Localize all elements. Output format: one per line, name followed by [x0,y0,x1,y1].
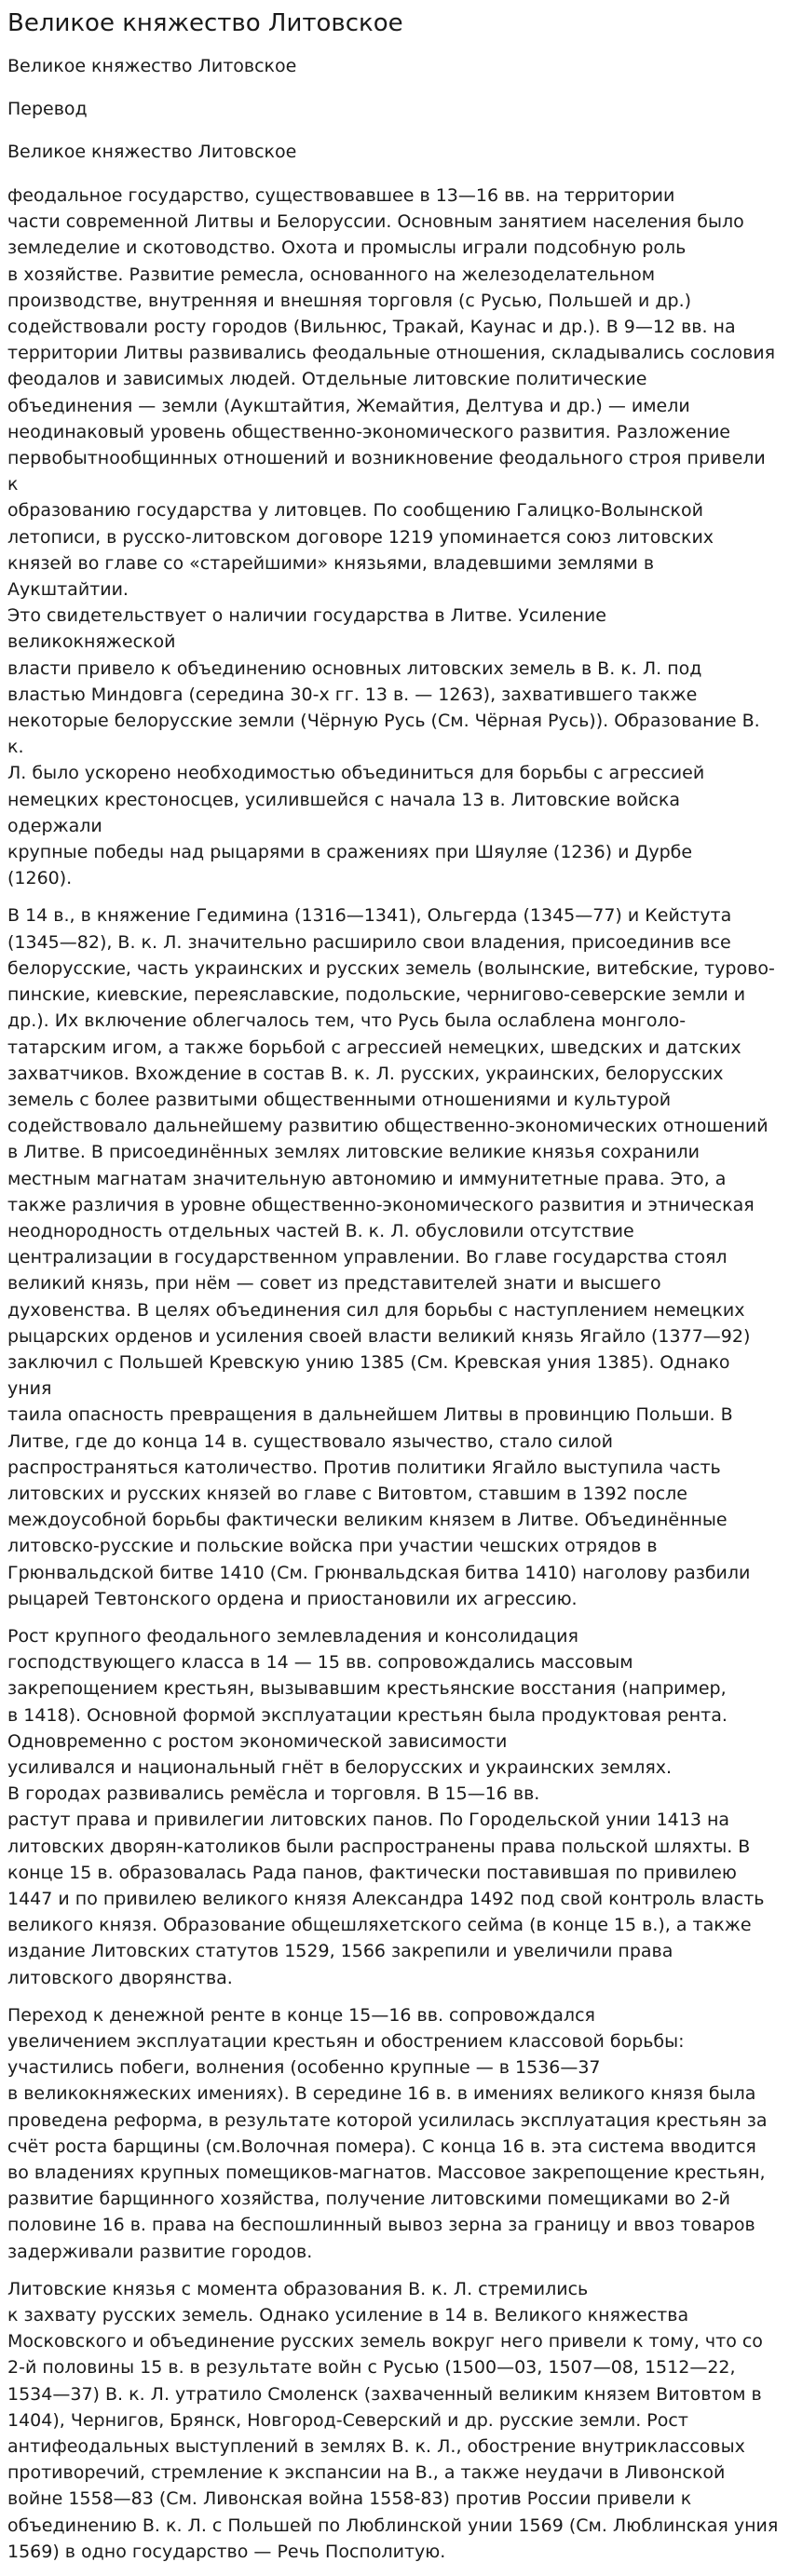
article-paragraph: феодальное государство, существовавшее в 13—16 вв. на территории части современной Литвы и Белоруссии. Основным занятием населения было земледелие и скотоводство. Охота и промыслы играли подсобную роль в хозяйстве. Развитие ремесла, основанного на железоделательном производстве, внутренняя и внешняя торговля (с Русью, Польшей и др.) содействовали росту городов (Вильнюс, Тракай, Каунас и др.). В 9—12 вв. на территории Литвы развивались феодальные отношения, складывались сословия феодалов и зависимых людей. Отдельные литовские политические объединения — земли (Аукштайтия, Жемайтия, Делтува и др.) — имели неодинаковый уровень общественно-экономического развития. Разложение первобытнообщинных отношений и возникновение феодального строя привели к образованию государства у литовцев. По сообщению Галицко-Волынской летописи, в русско-литовском договоре 1219 упоминается союз литовских князей во главе со «старейшими» князьями, владевшими землями в Аукштайтии. Это свидетельствует о наличии государства в Литве. Усиление великокняжеской власти привело к объединению основных литовских земель в В. к. Л. под властью Миндовга (середина 30-х гг. 13 в. — 1263), захватившего также некоторые белорусские земли (Чёрную Русь (См. Чёрная Русь)). Образование В. к. Л. было ускорено необходимостью объединиться для борьбы с агрессией немецких крестоносцев, усилившейся с начала 13 в. Литовские войска одержали крупные победы над рыцарями в сражениях при Шяуляе (1236) и Дурбе (1260). [7,185,776,889]
article-paragraph: В 14 в., в княжение Гедимина (1316—1341), Ольгерда (1345—77) и Кейстута (1345—82), В. к. Л. значительно расширило свои владения, присоединив все белорусские, часть украинских и русских земель (волынские, витебские, турово- пинские, киевские, переяславские, подольские, чернигово-северские земли и др.). Их включение облегчалось тем, что Русь была ослаблена монголо- татарским игом, а также борьбой с агрессией немецких, шведских и датских захватчиков. Вхождение в состав В. к. Л. русских, украинских, белорусских земель с более развитыми общественными отношениями и культурой содействовало дальнейшему развитию общественно-экономических отношений в Литве. В присоединённых землях литовские великие князья сохранили местным магнатам значительную автономию и иммунитетные права. Это, а также различия в уровне общественно-экономического развития и этническая неоднородность отдельных частей В. к. Л. обусловили отсутствие централизации в государственном управлении. Во главе государства стоял великий князь, при нём — совет из представителей знати и высшего духовенства. В целях объединения сил для борьбы с наступлением немецких рыцарских орденов и усиления своей власти великий князь Ягайло (1377—92) заключил с Польшей Кревскую унию 1385 (См. Кревская уния 1385). Однако уния таила опасность превращения в дальнейшем Литвы в провинцию Польши. В Литве, где до конца 14 в. существовало язычество, стало силой распространяться католичество. Против политики Ягайло выступила часть литовских и русских князей во главе с Витовтом, ставшим в 1392 после междоусобной борьбы фактически великим князем в Литве. Объединённые литовско-русские и польские войска при участии чешских отрядов в Грюнвальдской битве 1410 (См. Грюнвальдская битва 1410) наголову разбили рыцарей Тевтонского ордена и приостановили их агрессию. [7,905,775,1609]
article-paragraph: Литовские князья с момента образования В. к. Л. стремились к захвату русских земель. Однако усиление в 14 в. Великого княжества Московского и объединение русских земель вокруг него привели к тому, что со 2-й половины 15 в. в результате войн с Русью (1500—03, 1507—08, 1512—22, 1534—37) В. к. Л. утратило Смоленск (захваченный великим князем Витовтом в 1404), Чернигов, Брянск, Новгород-Северский и др. русские земли. Рост антифеодальных выступлений в землях В. к. Л., обострение внутриклассовых противоречий, стремление к экспансии на В., а также неудачи в Ливонской войне 1558—83 (См. Ливонская война 1558-83) против России привели к объединению В. к. Л. с Польшей по Люблинской унии 1569 (См. Люблинская уния 1569) в одно государство — Речь Посполитую. [7,2278,779,2562]
article-heading: Великое княжество Литовское [7,142,297,162]
article-paragraph: Рост крупного феодального землевладения и консолидация господствующего класса в 14 — 15 вв. сопровождались массовым закрепощением крестьян, вызывавшим крестьянские восстания (например, в 1418). Основной формой эксплуатации крестьян была продуктовая рента. Одновременно с ростом экономической зависимости усиливался и национальный гнёт в белорусских и украинских землях. В городах развивались ремёсла и торговля. В 15—16 вв. растут права и привилегии литовских панов. По Городельской унии 1413 на литовских дворян-католиков были распространены права польской шляхты. В конце 15 в. образовалась Рада панов, фактически поставившая по привилею 1447 и по привилею великого князя Александра 1492 под свой контроль власть великого князя. Образование общешляхетского сейма (в конце 15 в.), а также издание Литовских статутов 1529, 1566 закрепили и увеличили права литовского дворянства. [7,1625,765,1988]
article-subtitle: Великое княжество Литовское [7,56,297,76]
article-paragraph: Переход к денежной ренте в конце 15—16 вв. сопровождался увеличением эксплуатации крестьян и обострением классовой борьбы: участились побеги, волнения (особенно крупные — в 1536—37 в великокняжеских имениях). В середине 16 в. в имениях великого князя была проведена реформа, в результате которой усилилась эксплуатация крестьян за счёт роста барщины (см.Волочная помера). С конца 16 в. эта система вводится во владениях крупных помещиков-магнатов. Массовое закрепощение крестьян, развитие барщинного хозяйства, получение литовскими помещиками во 2-й половине 16 в. права на беспошлинный вывоз зерна за границу и ввоз товаров задерживали развитие городов. [7,2004,768,2262]
translate-link[interactable]: Перевод [7,99,88,119]
article-body [7,183,780,2565]
page-title: Великое княжество Литовское [7,9,403,37]
